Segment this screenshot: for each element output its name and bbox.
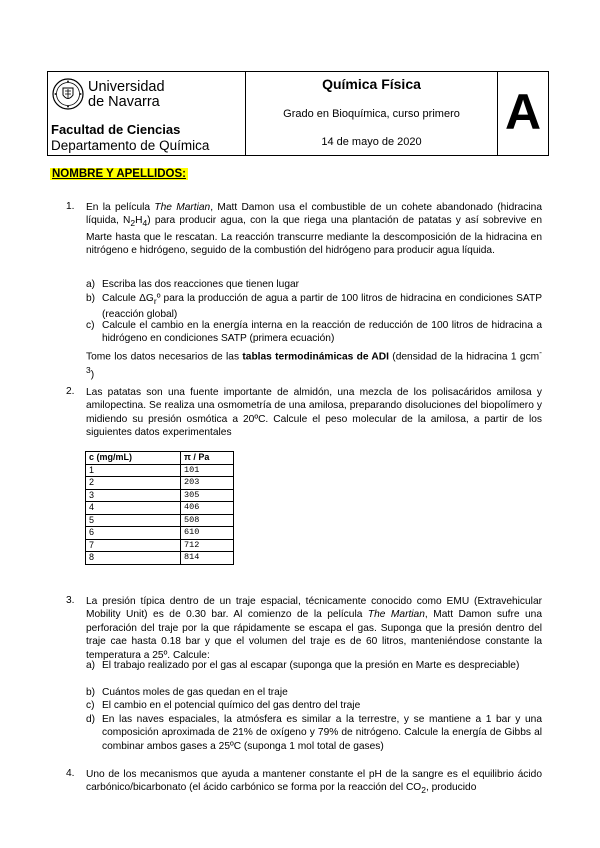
table-header-concentration: c (mg/mL) [86,452,181,465]
q1-item-a-label: a) [86,279,96,290]
table-row: 6 610 [86,527,234,540]
course-cell [246,72,498,155]
department-name: Departamento de Química [51,138,210,153]
table-header-row [86,452,234,465]
q1-item-c-text: Calcule el cambio en la energía interna en la reacción de reducción de 100 litros de hidracina a hidrógeno en condiciones SATP (primera ecuación) [102,320,542,345]
q1-text: En la película The Martian, Matt Damon usa el combustible de un cohete abandonado (hidracina líquida, $N_2H_4$) para producir agua, con la que riega una plantación de patatas y así sobrevive en Marte hasta que le rescatan. La reacción transcurre mediante la descomposición de la hidracina en nitrógeno e hidrógeno, seguido de la combustión del hidrógeno para producir agua líquida. [86,202,542,257]
q1-note: Tome los datos necesarios de las tablas termodinámicas de ADI (densidad de la hidracina 1 gcm$^{-3}$) [86,347,542,381]
q1-item-c-label: c) [86,320,95,331]
table-row: 8 814 [86,552,234,565]
degree-label: Grado en Bioquímica, curso primero [283,108,460,120]
q1-number: 1. [66,201,75,212]
table-row: 2 203 [86,477,234,490]
name-field-label: NOMBRE Y APELLIDOS: [52,168,186,180]
table-row: 5 508 [86,514,234,527]
table-row: 7 712 [86,539,234,552]
q3-text: La presión típica dentro de un traje espacial, técnicamente conocido como EMU (Extravehicular Mobility Unit) es de 0.30 bar. Al comienzo de la película The Martian, Matt Damon sufre una perforación del traje por la que rápidamente se escapa el gas. Suponga que la presión dentro del traje cae hasta 0.18 bar y que el volumen del traje es de 60 litros, manteniéndose constante la temperatura a 25º. Calcule: [86,596,543,661]
q3-number: 3. [66,595,75,606]
q1-item-b-text: Calcule $\Delta G_rº$ para la producción de agua a partir de 100 litros de hidracina en condiciones SATP (reacción global) [102,293,542,321]
q3-item-b-label: b) [86,687,96,698]
q3-item-a-text: El trabajo realizado por el gas al escapar (suponga que la presión en Marte es despreciable) [102,660,520,671]
q1-item-a-text: Escriba las dos reacciones que tienen lugar [102,279,300,290]
q3-item-c-label: c) [86,700,95,711]
q1-item-b-label: b) [86,293,96,304]
exam-header [47,71,549,156]
q3-item-d-label: d) [86,714,96,725]
version-cell [498,72,548,155]
q3-item-c-text: El cambio en el potencial químico del gas dentro del traje [102,700,361,711]
table-row: 3 305 [86,489,234,502]
q2-number: 2. [66,386,75,397]
course-title: Química Física [322,76,421,92]
university-name: Universidad de Navarra [88,79,165,110]
exam-version-letter: A [504,84,542,140]
q2-text: Las patatas son una fuente importante de almidón, una mezcla de los polisacáridos amilosa y amilopectina. Se realiza una osmometría de una amilosa, preparando disoluciones del biopolímero y midiendo su presión osmótica a 20ºC. Calcule el peso molecular de la amilosa, a partir de los siguientes datos experimentales [86,387,542,439]
university-seal-icon [52,78,84,110]
institution-cell [48,72,246,155]
osmometry-data-table [85,451,234,565]
q3-item-a-label: a) [86,660,96,671]
q3-item-d-text: En las naves espaciales, la atmósfera es similar a la terrestre, y se mantiene a 1 bar y una composición aproximada de 21% de oxígeno y 79% de nitrógeno. Calcule la energía de Gibbs al combinar ambos gases a 25ºC (suponga 1 mol total de gases) [102,714,542,752]
q3-item-b-text: Cuántos moles de gas quedan en el traje [102,687,288,698]
table-header-pressure: π / Pa [181,452,234,465]
exam-date: 14 de mayo de 2020 [321,136,422,148]
table-row: 1 101 [86,464,234,477]
q4-number: 4. [66,768,75,779]
faculty-name: Facultad de Ciencias [51,122,181,137]
q4-text: Uno de los mecanismos que ayuda a mantener constante el pH de la sangre es el equilibrio ácido carbónico/bicarbonato (el ácido carbónico se forma por la reacción del $CO_2$, producido [86,769,542,796]
table-row: 4 406 [86,502,234,515]
